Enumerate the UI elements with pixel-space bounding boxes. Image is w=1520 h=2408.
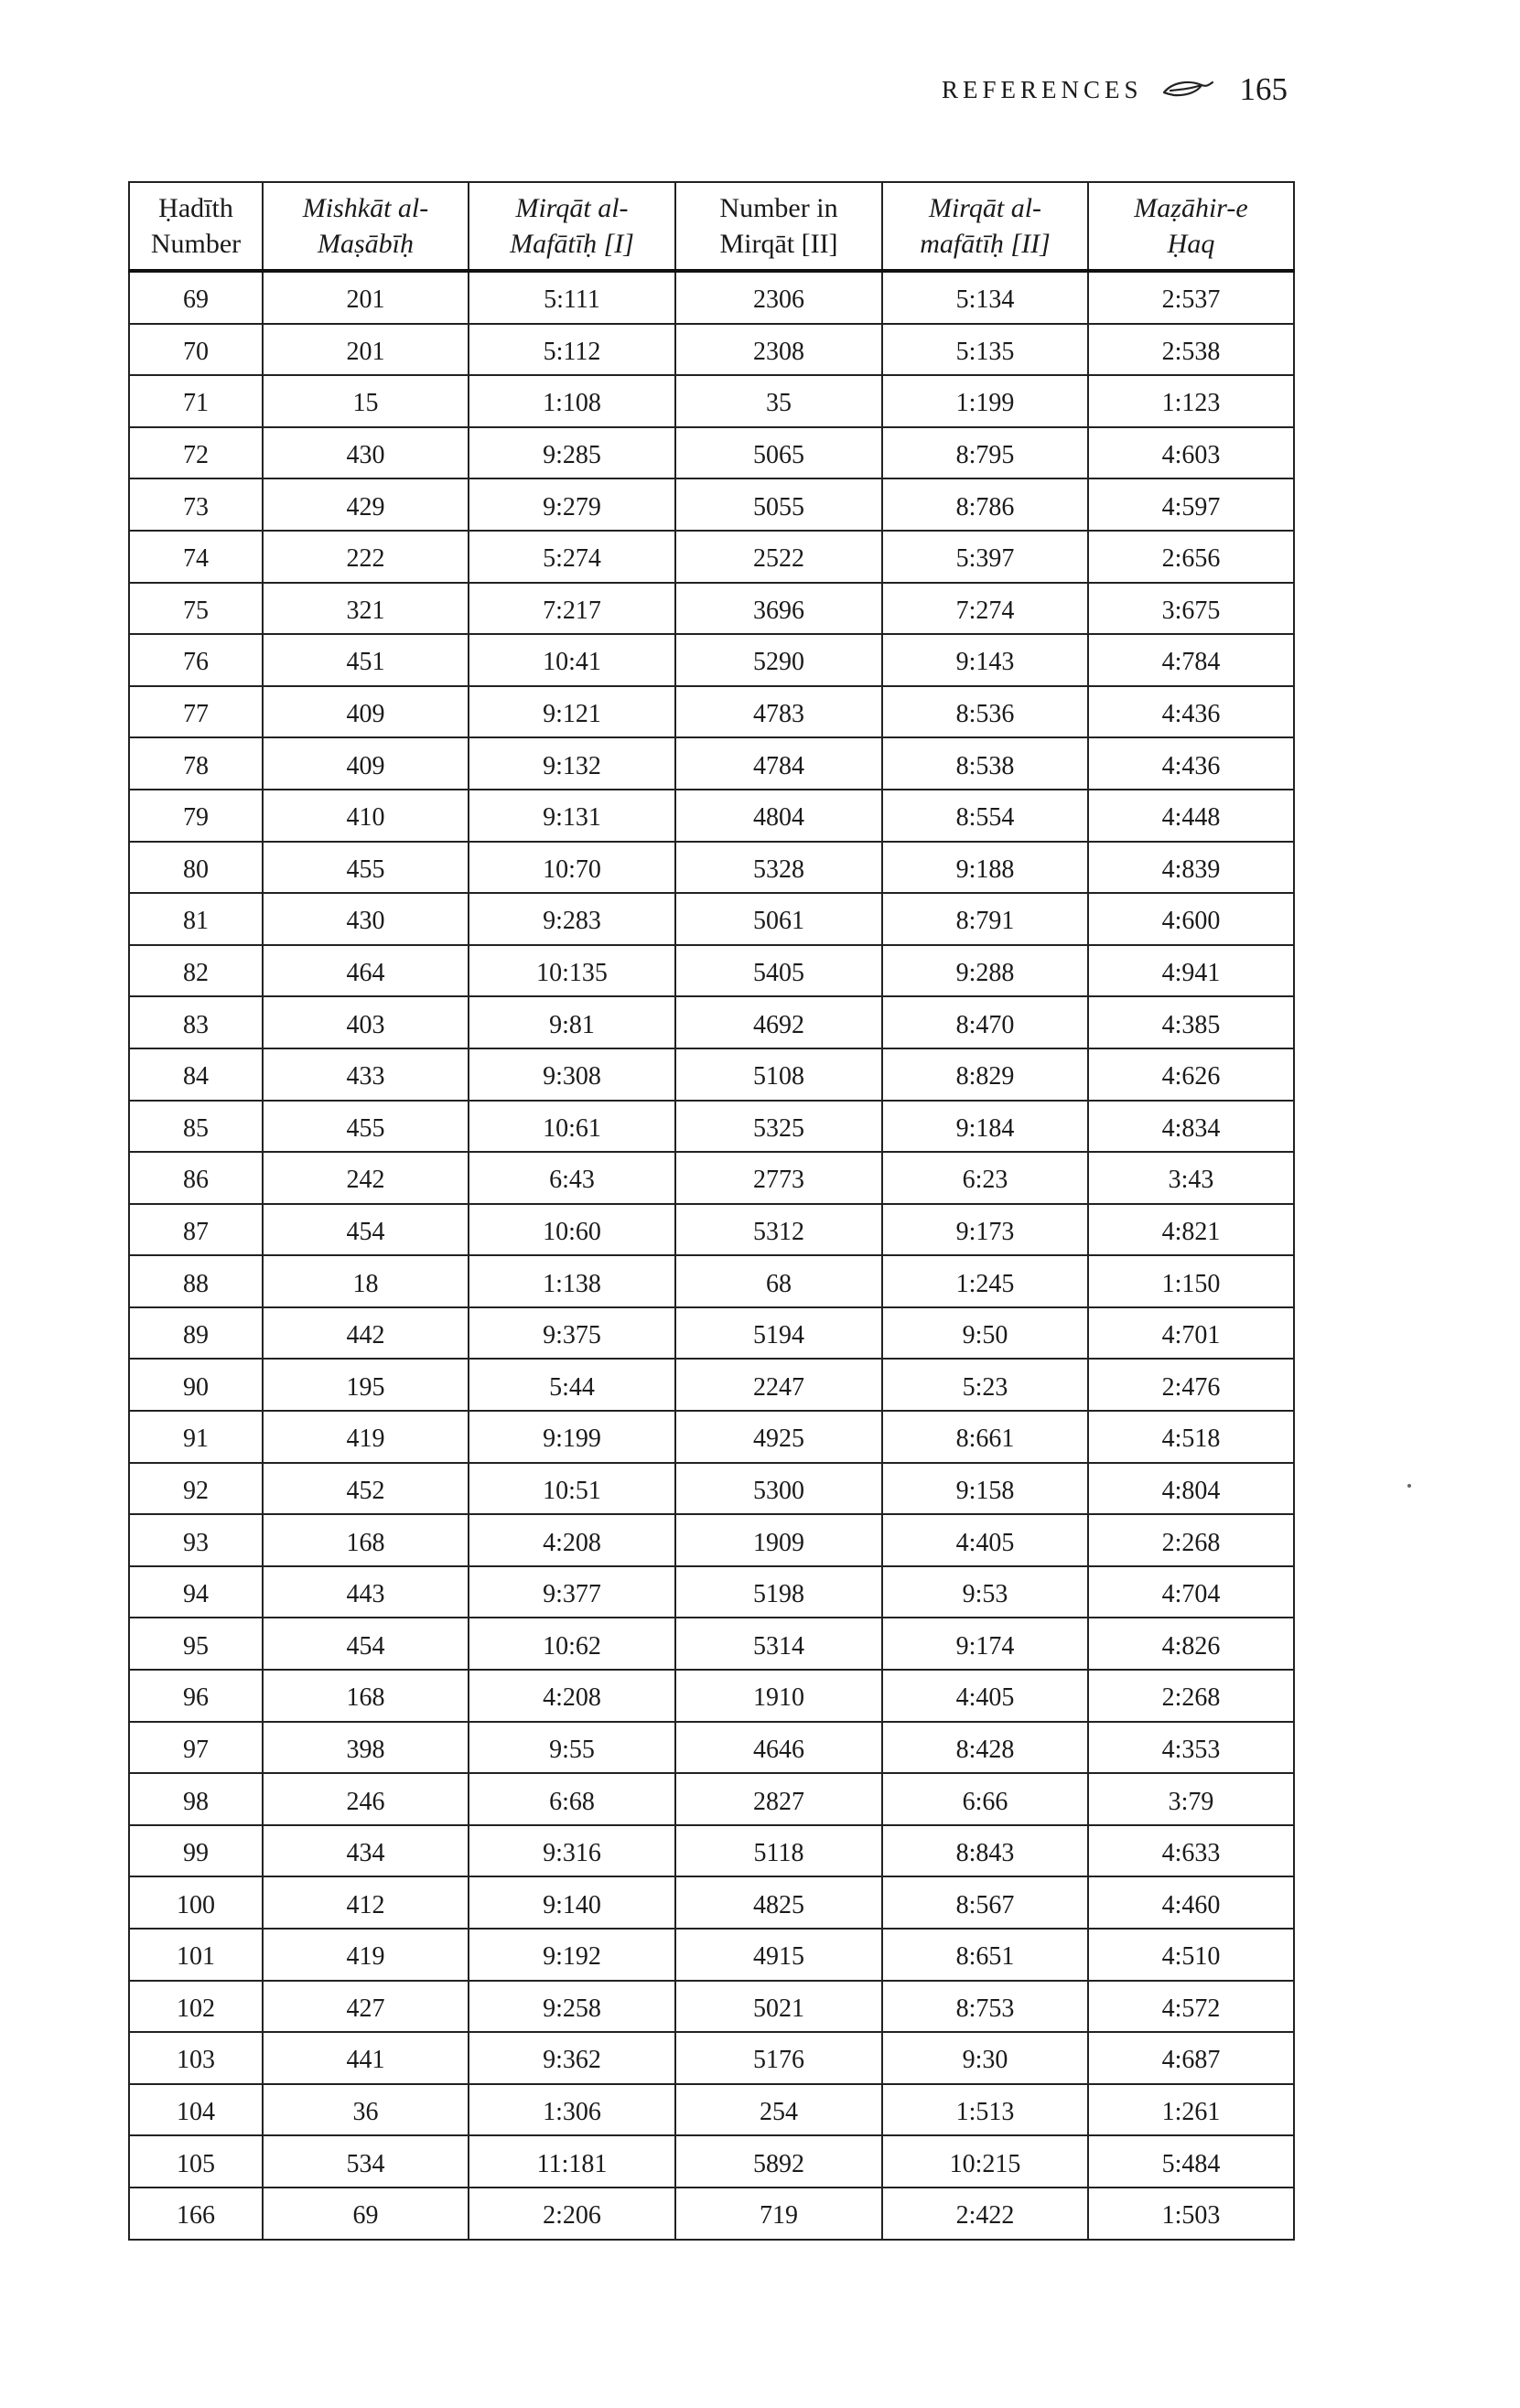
table-cell: 9:184	[882, 1101, 1088, 1153]
table-cell: 4:633	[1088, 1825, 1294, 1877]
table-cell: 4:826	[1088, 1618, 1294, 1670]
table-cell: 2:268	[1088, 1670, 1294, 1722]
table-cell: 69	[129, 271, 263, 324]
table-cell: 434	[263, 1825, 469, 1877]
header-hadith-number: Ḥadīth Number	[129, 182, 263, 271]
table-cell: 2:476	[1088, 1359, 1294, 1411]
table-cell: 100	[129, 1876, 263, 1929]
stray-mark	[1407, 1484, 1411, 1488]
table-cell: 4:405	[882, 1670, 1088, 1722]
table-cell: 8:661	[882, 1411, 1088, 1463]
table-cell: 5:484	[1088, 2135, 1294, 2188]
table-cell: 9:121	[469, 686, 675, 738]
table-cell: 84	[129, 1048, 263, 1101]
table-cell: 8:829	[882, 1048, 1088, 1101]
table-cell: 4:208	[469, 1514, 675, 1566]
table-cell: 9:362	[469, 2032, 675, 2084]
table-cell: 4:448	[1088, 790, 1294, 842]
table-cell: 9:131	[469, 790, 675, 842]
table-cell: 7:217	[469, 583, 675, 635]
table-cell: 3:675	[1088, 583, 1294, 635]
header-mishkat: Mishkāt al- Maṣābīḥ	[263, 182, 469, 271]
table-cell: 76	[129, 634, 263, 686]
table-cell: 534	[263, 2135, 469, 2188]
table-cell: 68	[675, 1255, 882, 1307]
table-cell: 70	[129, 324, 263, 376]
table-row	[129, 427, 1294, 479]
table-cell: 4:839	[1088, 842, 1294, 894]
table-cell: 3696	[675, 583, 882, 635]
table-cell: 5328	[675, 842, 882, 894]
table-cell: 6:23	[882, 1152, 1088, 1204]
table-cell: 9:377	[469, 1566, 675, 1618]
table-cell: 87	[129, 1204, 263, 1256]
table-cell: 35	[675, 375, 882, 427]
table-cell: 78	[129, 737, 263, 790]
table-cell: 5176	[675, 2032, 882, 2084]
table-row	[129, 1618, 1294, 1670]
table-cell: 430	[263, 893, 469, 945]
table-cell: 398	[263, 1722, 469, 1774]
table-cell: 6:43	[469, 1152, 675, 1204]
table-cell: 15	[263, 375, 469, 427]
table-cell: 4:510	[1088, 1929, 1294, 1981]
table-cell: 4:405	[882, 1514, 1088, 1566]
table-row	[129, 2084, 1294, 2136]
table-cell: 9:132	[469, 737, 675, 790]
table-cell: 441	[263, 2032, 469, 2084]
table-row	[129, 996, 1294, 1048]
header-mazahir: Maẓāhir-e Ḥaq	[1088, 182, 1294, 271]
table-cell: 168	[263, 1514, 469, 1566]
table-cell: 94	[129, 1566, 263, 1618]
table-cell: 5:44	[469, 1359, 675, 1411]
table-row	[129, 1152, 1294, 1204]
table-cell: 254	[675, 2084, 882, 2136]
table-cell: 5314	[675, 1618, 882, 1670]
table-cell: 95	[129, 1618, 263, 1670]
table-cell: 1:199	[882, 375, 1088, 427]
table-cell: 201	[263, 324, 469, 376]
table-cell: 5:112	[469, 324, 675, 376]
table-cell: 75	[129, 583, 263, 635]
header-mirqat-2: Mirqāt al- mafātīḥ [II]	[882, 182, 1088, 271]
table-row	[129, 271, 1294, 324]
table-cell: 88	[129, 1255, 263, 1307]
table-row	[129, 790, 1294, 842]
table-cell: 4:436	[1088, 686, 1294, 738]
table-cell: 5118	[675, 1825, 882, 1877]
table-cell: 4646	[675, 1722, 882, 1774]
table-cell: 97	[129, 1722, 263, 1774]
table-cell: 433	[263, 1048, 469, 1101]
table-row	[129, 478, 1294, 531]
table-cell: 9:30	[882, 2032, 1088, 2084]
table-cell: 83	[129, 996, 263, 1048]
table-cell: 5055	[675, 478, 882, 531]
table-cell: 454	[263, 1618, 469, 1670]
table-row	[129, 2032, 1294, 2084]
table-cell: 71	[129, 375, 263, 427]
table-cell: 10:135	[469, 945, 675, 997]
table-cell: 5300	[675, 1463, 882, 1515]
table-cell: 6:68	[469, 1773, 675, 1825]
table-cell: 9:50	[882, 1307, 1088, 1360]
table-cell: 11:181	[469, 2135, 675, 2188]
table-cell: 85	[129, 1101, 263, 1153]
table-cell: 4:834	[1088, 1101, 1294, 1153]
table-cell: 9:283	[469, 893, 675, 945]
table-cell: 2773	[675, 1152, 882, 1204]
table-cell: 9:192	[469, 1929, 675, 1981]
table-cell: 403	[263, 996, 469, 1048]
table-row	[129, 531, 1294, 583]
table-cell: 9:308	[469, 1048, 675, 1101]
table-cell: 102	[129, 1981, 263, 2033]
table-cell: 8:538	[882, 737, 1088, 790]
table-cell: 242	[263, 1152, 469, 1204]
table-cell: 5892	[675, 2135, 882, 2188]
table-cell: 4:385	[1088, 996, 1294, 1048]
table-cell: 2:206	[469, 2188, 675, 2240]
table-cell: 412	[263, 1876, 469, 1929]
table-cell: 9:285	[469, 427, 675, 479]
table-cell: 74	[129, 531, 263, 583]
table-cell: 2:422	[882, 2188, 1088, 2240]
table-cell: 4804	[675, 790, 882, 842]
table-cell: 89	[129, 1307, 263, 1360]
table-row	[129, 634, 1294, 686]
table-cell: 8:567	[882, 1876, 1088, 1929]
table-cell: 8:795	[882, 427, 1088, 479]
table-cell: 2247	[675, 1359, 882, 1411]
table-cell: 409	[263, 737, 469, 790]
table-cell: 719	[675, 2188, 882, 2240]
table-cell: 1:138	[469, 1255, 675, 1307]
table-header-row	[129, 182, 1294, 271]
table-cell: 4:701	[1088, 1307, 1294, 1360]
table-cell: 8:428	[882, 1722, 1088, 1774]
table-cell: 5:397	[882, 531, 1088, 583]
table-cell: 3:43	[1088, 1152, 1294, 1204]
table-row	[129, 686, 1294, 738]
table-cell: 4:941	[1088, 945, 1294, 997]
table-cell: 2:538	[1088, 324, 1294, 376]
table-cell: 4784	[675, 737, 882, 790]
table-cell: 5065	[675, 427, 882, 479]
table-cell: 91	[129, 1411, 263, 1463]
table-cell: 5:134	[882, 271, 1088, 324]
table-row	[129, 1463, 1294, 1515]
table-cell: 105	[129, 2135, 263, 2188]
table-cell: 4:436	[1088, 737, 1294, 790]
table-cell: 72	[129, 427, 263, 479]
table-row	[129, 2135, 1294, 2188]
table-cell: 36	[263, 2084, 469, 2136]
table-cell: 1:306	[469, 2084, 675, 2136]
table-cell: 1:123	[1088, 375, 1294, 427]
table-row	[129, 1566, 1294, 1618]
table-cell: 1:245	[882, 1255, 1088, 1307]
table-cell: 90	[129, 1359, 263, 1411]
table-cell: 5325	[675, 1101, 882, 1153]
table-cell: 96	[129, 1670, 263, 1722]
table-cell: 1:261	[1088, 2084, 1294, 2136]
table-cell: 8:536	[882, 686, 1088, 738]
table-cell: 1909	[675, 1514, 882, 1566]
table-cell: 9:199	[469, 1411, 675, 1463]
table-cell: 5108	[675, 1048, 882, 1101]
table-cell: 5405	[675, 945, 882, 997]
table-row	[129, 375, 1294, 427]
table-row	[129, 1411, 1294, 1463]
table-cell: 5:111	[469, 271, 675, 324]
table-cell: 166	[129, 2188, 263, 2240]
table-cell: 9:258	[469, 1981, 675, 2033]
table-cell: 86	[129, 1152, 263, 1204]
table-cell: 2306	[675, 271, 882, 324]
table-cell: 9:279	[469, 478, 675, 531]
table-cell: 1:513	[882, 2084, 1088, 2136]
table-row	[129, 1825, 1294, 1877]
table-cell: 7:274	[882, 583, 1088, 635]
table-cell: 9:188	[882, 842, 1088, 894]
table-cell: 2308	[675, 324, 882, 376]
table-cell: 2:537	[1088, 271, 1294, 324]
table-cell: 168	[263, 1670, 469, 1722]
table-cell: 1:108	[469, 375, 675, 427]
table-row	[129, 1929, 1294, 1981]
table-row	[129, 1773, 1294, 1825]
table-row	[129, 1255, 1294, 1307]
table-cell: 10:70	[469, 842, 675, 894]
table-row	[129, 1876, 1294, 1929]
table-cell: 4:597	[1088, 478, 1294, 531]
table-cell: 427	[263, 1981, 469, 2033]
table-cell: 9:375	[469, 1307, 675, 1360]
table-cell: 452	[263, 1463, 469, 1515]
table-cell: 464	[263, 945, 469, 997]
table-cell: 4:784	[1088, 634, 1294, 686]
table-cell: 9:140	[469, 1876, 675, 1929]
table-cell: 4692	[675, 996, 882, 1048]
table-cell: 9:316	[469, 1825, 675, 1877]
table-cell: 8:753	[882, 1981, 1088, 2033]
table-cell: 73	[129, 478, 263, 531]
table-row	[129, 737, 1294, 790]
table-cell: 443	[263, 1566, 469, 1618]
table-cell: 5:135	[882, 324, 1088, 376]
table-cell: 4:208	[469, 1670, 675, 1722]
table-cell: 5194	[675, 1307, 882, 1360]
table-cell: 4:626	[1088, 1048, 1294, 1101]
table-row	[129, 842, 1294, 894]
table-cell: 454	[263, 1204, 469, 1256]
table-cell: 4:600	[1088, 893, 1294, 945]
table-cell: 9:53	[882, 1566, 1088, 1618]
table-cell: 201	[263, 271, 469, 324]
table-cell: 410	[263, 790, 469, 842]
table-row	[129, 1048, 1294, 1101]
table-cell: 419	[263, 1411, 469, 1463]
table-row	[129, 1307, 1294, 1360]
table-cell: 321	[263, 583, 469, 635]
table-cell: 10:51	[469, 1463, 675, 1515]
table-row	[129, 583, 1294, 635]
table-cell: 93	[129, 1514, 263, 1566]
table-cell: 5290	[675, 634, 882, 686]
table-row	[129, 1670, 1294, 1722]
table-cell: 80	[129, 842, 263, 894]
table-cell: 8:554	[882, 790, 1088, 842]
table-cell: 5198	[675, 1566, 882, 1618]
table-row	[129, 1101, 1294, 1153]
table-cell: 82	[129, 945, 263, 997]
table-cell: 10:41	[469, 634, 675, 686]
header-mirqat-1: Mirqāt al- Mafātīḥ [I]	[469, 182, 675, 271]
table-cell: 2827	[675, 1773, 882, 1825]
table-cell: 4:572	[1088, 1981, 1294, 2033]
table-cell: 99	[129, 1825, 263, 1877]
table-cell: 8:470	[882, 996, 1088, 1048]
table-cell: 4:353	[1088, 1722, 1294, 1774]
table-cell: 4:460	[1088, 1876, 1294, 1929]
table-cell: 4783	[675, 686, 882, 738]
table-cell: 430	[263, 427, 469, 479]
table-cell: 9:55	[469, 1722, 675, 1774]
table-cell: 5061	[675, 893, 882, 945]
table-cell: 4915	[675, 1929, 882, 1981]
table-cell: 104	[129, 2084, 263, 2136]
table-cell: 9:173	[882, 1204, 1088, 1256]
header-number-in-mirqat: Number in Mirqāt [II]	[675, 182, 882, 271]
table-cell: 6:66	[882, 1773, 1088, 1825]
table-cell: 101	[129, 1929, 263, 1981]
table-cell: 9:288	[882, 945, 1088, 997]
table-row	[129, 1204, 1294, 1256]
table-cell: 5312	[675, 1204, 882, 1256]
table-cell: 69	[263, 2188, 469, 2240]
table-cell: 455	[263, 1101, 469, 1153]
table-cell: 4:804	[1088, 1463, 1294, 1515]
table-cell: 10:61	[469, 1101, 675, 1153]
table-cell: 1910	[675, 1670, 882, 1722]
table-cell: 2:268	[1088, 1514, 1294, 1566]
table-cell: 222	[263, 531, 469, 583]
running-head-title: REFERENCES	[941, 75, 1143, 103]
table-cell: 4:687	[1088, 2032, 1294, 2084]
table-cell: 77	[129, 686, 263, 738]
table-cell: 4:518	[1088, 1411, 1294, 1463]
table-cell: 4:704	[1088, 1566, 1294, 1618]
table-cell: 81	[129, 893, 263, 945]
table-row	[129, 893, 1294, 945]
table-cell: 10:60	[469, 1204, 675, 1256]
table-cell: 5021	[675, 1981, 882, 2033]
table-row	[129, 1514, 1294, 1566]
table-cell: 8:786	[882, 478, 1088, 531]
table-cell: 429	[263, 478, 469, 531]
table-cell: 5:23	[882, 1359, 1088, 1411]
table-cell: 92	[129, 1463, 263, 1515]
leaf-ornament-icon	[1161, 78, 1216, 102]
table-cell: 9:174	[882, 1618, 1088, 1670]
table-cell: 18	[263, 1255, 469, 1307]
table-body	[129, 271, 1294, 2240]
table-cell: 9:143	[882, 634, 1088, 686]
table-cell: 4:821	[1088, 1204, 1294, 1256]
running-head	[942, 71, 1288, 108]
table-row	[129, 324, 1294, 376]
table-cell: 8:791	[882, 893, 1088, 945]
table-cell: 195	[263, 1359, 469, 1411]
table-cell: 10:62	[469, 1618, 675, 1670]
table-row	[129, 1722, 1294, 1774]
reference-table	[128, 181, 1295, 2241]
table-cell: 79	[129, 790, 263, 842]
table-cell: 2:656	[1088, 531, 1294, 583]
table-cell: 9:158	[882, 1463, 1088, 1515]
table-cell: 103	[129, 2032, 263, 2084]
table-cell: 9:81	[469, 996, 675, 1048]
table-cell: 442	[263, 1307, 469, 1360]
table-cell: 4:603	[1088, 427, 1294, 479]
table-cell: 5:274	[469, 531, 675, 583]
table-row	[129, 1981, 1294, 2033]
table-cell: 8:651	[882, 1929, 1088, 1981]
table-cell: 8:843	[882, 1825, 1088, 1877]
table-cell: 419	[263, 1929, 469, 1981]
table-cell: 3:79	[1088, 1773, 1294, 1825]
table-cell: 451	[263, 634, 469, 686]
table-cell: 1:503	[1088, 2188, 1294, 2240]
table-row	[129, 2188, 1294, 2240]
table-cell: 409	[263, 686, 469, 738]
page-number: 165	[1239, 71, 1288, 107]
table-row	[129, 1359, 1294, 1411]
table-cell: 98	[129, 1773, 263, 1825]
table-cell: 246	[263, 1773, 469, 1825]
table-cell: 455	[263, 842, 469, 894]
table-cell: 4825	[675, 1876, 882, 1929]
table-cell: 2522	[675, 531, 882, 583]
table-cell: 4925	[675, 1411, 882, 1463]
table-cell: 10:215	[882, 2135, 1088, 2188]
table-cell: 1:150	[1088, 1255, 1294, 1307]
table-row	[129, 945, 1294, 997]
